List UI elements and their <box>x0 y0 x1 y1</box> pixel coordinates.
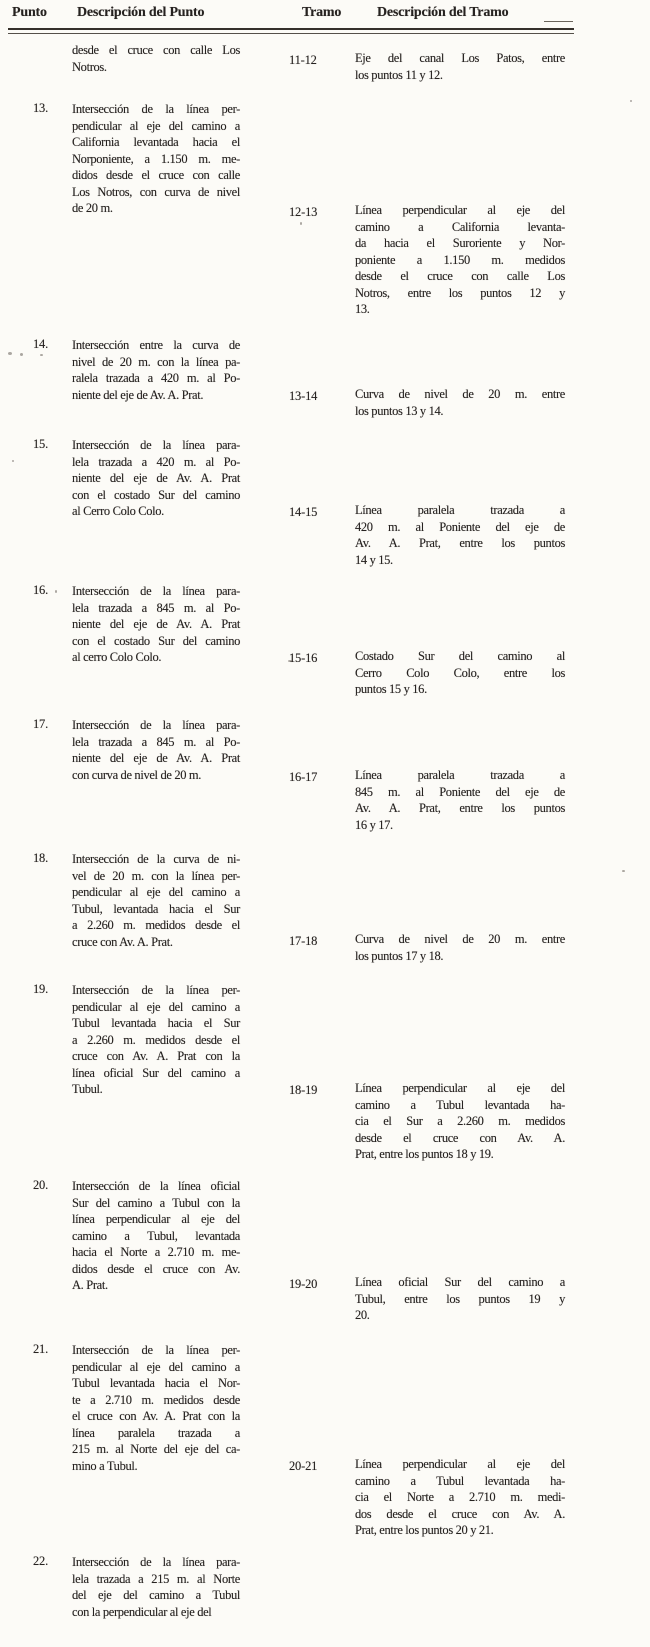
tramo-description: Línea perpendicular al eje del camino a Tubul levantada ha- cia el Sur a 2.260 m. medidos desde el cruce con Av. A. Prat, entre los puntos 18 y 19. <box>355 1081 565 1161</box>
tramo-description: Costado Sur del camino al Cerro Colo Colo, entre los puntos 15 y 16. <box>355 649 565 696</box>
scan-speck <box>12 460 14 462</box>
column-header-descripcion-tramo: Descripción del Tramo <box>377 5 509 20</box>
punto-number: 18. <box>33 851 49 865</box>
tramo-number: 17-18 <box>289 934 318 948</box>
column-header-descripcion-punto: Descripción del Punto <box>77 5 205 20</box>
tramo-description: Curva de nivel de 20 m. entre los puntos 13 y 14. <box>355 387 565 418</box>
scan-speck <box>8 352 12 355</box>
punto-description: Intersección de la línea oficial Sur del camino a Tubul con la línea perpendicular al eje del camino a Tubul, levantada hacia el Norte a 2.710 m. me- didos desde el cruce con Av. A. Prat. <box>72 1179 240 1292</box>
punto-description: Intersección de la línea per- pendicular al eje del camino a Tubul levantada hacia el Nor- te a 2.710 m. medidos desde el cruce con Av. A. Prat con la línea paralela trazada a 215 m. al Norte del eje del ca- mino a Tubul. <box>72 1343 240 1473</box>
tramo-description: Eje del canal Los Patos, entre los puntos 11 y 12. <box>355 51 565 82</box>
punto-description: Intersección de la curva de ni- vel de 20 m. con la línea per- pendicular al eje del camino a Tubul, levantada hacia el Sur a 2.260 m. medidos desde el cruce con Av. A. Prat. <box>72 852 240 949</box>
scan-speck <box>40 354 43 356</box>
punto-number: 22. <box>33 1554 49 1568</box>
punto-number: 21. <box>33 1342 49 1356</box>
scan-speck <box>20 353 23 356</box>
scan-speck <box>288 660 292 662</box>
column-header-tramo: Tramo <box>302 5 342 20</box>
header-rule-segment <box>544 21 573 22</box>
punto-number: 17. <box>33 717 49 731</box>
scan-speck <box>55 590 57 593</box>
scan-speck <box>622 870 625 872</box>
punto-number: 14. <box>33 337 49 351</box>
punto-description: desde el cruce con calle Los Notros. <box>72 43 240 74</box>
punto-number: 13. <box>33 101 49 115</box>
punto-description: Intersección de la línea para- lela trazada a 845 m. al Po- niente del eje de Av. A. Prat con curva de nivel de 20 m. <box>72 718 240 782</box>
tramo-number: 15-16 <box>289 651 318 665</box>
punto-description: Intersección entre la curva de nivel de 20 m. con la línea pa- ralela trazada a 420 m. al Po- niente del eje de Av. A. Prat. <box>72 338 240 402</box>
tramo-description: Línea perpendicular al eje del camino a Tubul levantada ha- cia el Norte a 2.710 m. medi- dos desde el cruce con Av. A. Prat, entre los puntos 20 y 21. <box>355 1457 565 1537</box>
tramo-description: Línea perpendicular al eje del camino a California levanta- da hacia el Suroriente y Nor- poniente a 1.150 m. medidos desde el cruce con calle Los Notros, entre los puntos 12 y 13. <box>355 203 565 316</box>
scan-speck <box>630 100 632 102</box>
punto-number: 15. <box>33 437 49 451</box>
tramo-number: 18-19 <box>289 1083 318 1097</box>
scan-speck <box>300 222 302 225</box>
tramo-description: Curva de nivel de 20 m. entre los puntos 17 y 18. <box>355 932 565 963</box>
header-double-rule <box>8 28 574 34</box>
punto-description: Intersección de la línea para- lela trazada a 845 m. al Po- niente del eje de Av. A. Prat con el costado Sur del camino al cerro Colo Colo. <box>72 584 240 664</box>
tramo-number: 14-15 <box>289 505 318 519</box>
punto-description: Intersección de la línea para- lela trazada a 215 m. al Norte del eje del camino a Tubul con la perpendicular al eje del <box>72 1555 240 1619</box>
punto-description: Intersección de la línea per- pendicular al eje del camino a Tubul levantada hacia el Sur a 2.260 m. medidos desde el cruce con Av. A. Prat con la línea oficial Sur del camino a Tubul. <box>72 983 240 1096</box>
tramo-number: 12-13 <box>289 205 318 219</box>
tramo-number: 13-14 <box>289 389 318 403</box>
tramo-number: 16-17 <box>289 770 318 784</box>
tramo-number: 20-21 <box>289 1459 318 1473</box>
column-header-punto: Punto <box>12 5 47 20</box>
tramo-number: 19-20 <box>289 1277 318 1291</box>
tramo-description: Línea paralela trazada a 420 m. al Poniente del eje de Av. A. Prat, entre los puntos 14 y 15. <box>355 503 565 567</box>
punto-description: Intersección de la línea per- pendicular al eje del camino a California levantada hacia el Norponiente, a 1.150 m. me- didos desde el cruce con calle Los Notros, con curva de nivel de 20 m. <box>72 102 240 215</box>
punto-description: Intersección de la línea para- lela trazada a 420 m. al Po- niente del eje de Av. A. Prat con el costado Sur del camino al Cerro Colo Colo. <box>72 438 240 518</box>
punto-number: 16. <box>33 583 49 597</box>
tramo-description: Línea oficial Sur del camino a Tubul, entre los puntos 19 y 20. <box>355 1275 565 1322</box>
tramo-description: Línea paralela trazada a 845 m. al Poniente del eje de Av. A. Prat, entre los puntos 16 y 17. <box>355 768 565 832</box>
punto-number: 19. <box>33 982 49 996</box>
punto-number: 20. <box>33 1178 49 1192</box>
tramo-number: 11-12 <box>289 53 317 67</box>
